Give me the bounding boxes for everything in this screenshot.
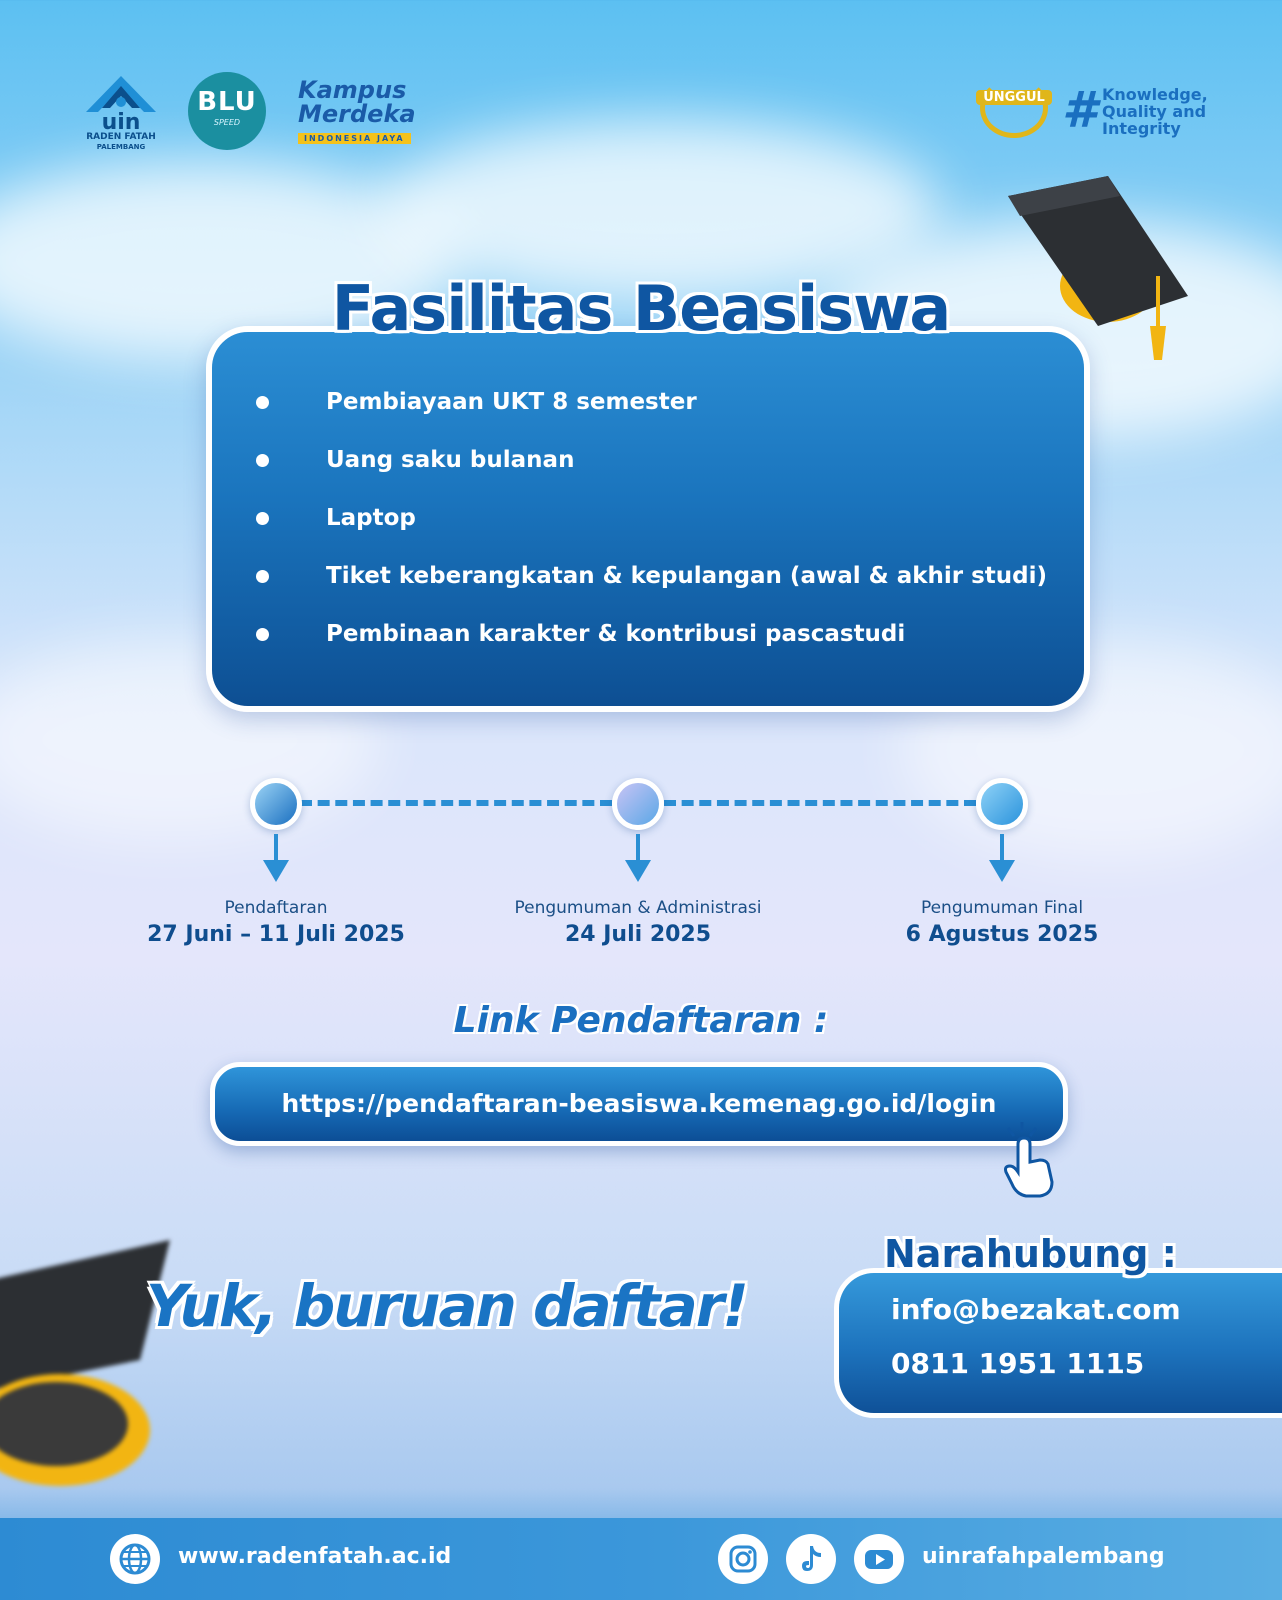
call-to-action: Yuk, buruan daftar! bbox=[146, 1272, 747, 1340]
instagram-icon-svg bbox=[718, 1534, 768, 1584]
tiktok-icon-svg bbox=[786, 1534, 836, 1584]
list-item bbox=[256, 620, 1047, 678]
blu-text: BLU bbox=[197, 87, 257, 117]
palembang-text: PALEMBANG bbox=[96, 143, 146, 151]
unggul-accreditation-badge bbox=[970, 78, 1058, 144]
timeline-node bbox=[612, 778, 664, 830]
page-title: Fasilitas Beasiswa bbox=[331, 272, 951, 345]
benefit-text: Pembinaan karakter & kontribusi pascastudi bbox=[326, 621, 906, 647]
website-link[interactable]: www.radenfatah.ac.id bbox=[178, 1544, 452, 1569]
youtube-icon[interactable] bbox=[854, 1534, 904, 1584]
laurel-icon bbox=[980, 78, 1048, 138]
tagline-line: Integrity bbox=[1102, 119, 1181, 138]
hashtag-icon: # bbox=[1062, 81, 1097, 139]
arrow-down-icon bbox=[987, 834, 1017, 882]
tagline bbox=[1062, 81, 1262, 146]
timeline-node bbox=[976, 778, 1028, 830]
globe-icon[interactable] bbox=[110, 1534, 160, 1584]
bullet-icon bbox=[256, 454, 269, 467]
instagram-icon[interactable] bbox=[718, 1534, 768, 1584]
bullet-icon bbox=[256, 628, 269, 641]
blu-subtext: SPEED bbox=[213, 118, 241, 127]
benefit-text: Laptop bbox=[326, 505, 416, 531]
benefits-list bbox=[256, 388, 1047, 678]
contact-title: Narahubung : bbox=[884, 1232, 1177, 1276]
benefit-text: Uang saku bulanan bbox=[326, 447, 575, 473]
timeline-connector bbox=[664, 800, 976, 806]
timeline-label: Pendaftaran bbox=[224, 898, 328, 918]
benefit-text: Tiket keberangkatan & kepulangan (awal & akhir studi) bbox=[326, 563, 1048, 589]
timeline-date: 24 Juli 2025 bbox=[564, 922, 712, 947]
blu-logo bbox=[188, 72, 266, 150]
list-item bbox=[256, 446, 1047, 504]
arrow-down-icon bbox=[623, 834, 653, 882]
tagline-line: Quality and bbox=[1102, 102, 1207, 121]
youtube-icon-svg bbox=[854, 1534, 904, 1584]
timeline-date: 6 Agustus 2025 bbox=[905, 922, 1099, 947]
bullet-icon bbox=[256, 512, 269, 525]
timeline-label: Pengumuman & Administrasi bbox=[514, 898, 762, 918]
uin-raden-fatah-logo bbox=[76, 72, 166, 152]
bullet-icon bbox=[256, 396, 269, 409]
kampus-text: Kampus bbox=[298, 76, 407, 104]
social-handle[interactable]: uinrafahpalembang bbox=[922, 1544, 1165, 1569]
link-title: Link Pendaftaran : bbox=[453, 1000, 829, 1041]
contact-phone[interactable]: 0811 1951 1115 bbox=[891, 1347, 1145, 1380]
registration-link-button[interactable]: https://pendaftaran-beasiswa.kemenag.go.id/login bbox=[210, 1062, 1068, 1146]
timeline-connector bbox=[300, 800, 612, 806]
timeline-node bbox=[250, 778, 302, 830]
timeline-date: 27 Juni – 11 Juli 2025 bbox=[147, 922, 405, 947]
merdeka-text: Merdeka bbox=[298, 100, 416, 128]
raden-fatah-text: RADEN FATAH bbox=[86, 132, 156, 142]
tagline-line: Knowledge, bbox=[1102, 85, 1208, 104]
timeline-label: Pengumuman Final bbox=[920, 898, 1084, 918]
benefits-card bbox=[206, 326, 1090, 712]
tiktok-icon[interactable] bbox=[786, 1534, 836, 1584]
unggul-text: UNGGUL bbox=[976, 90, 1052, 105]
arrow-down-icon bbox=[261, 834, 291, 882]
tagline-text bbox=[1102, 86, 1208, 137]
list-item bbox=[256, 504, 1047, 562]
list-item bbox=[256, 562, 1047, 620]
contact-box bbox=[834, 1268, 1282, 1418]
globe-icon-svg bbox=[110, 1534, 160, 1584]
bullet-icon bbox=[256, 570, 269, 583]
benefit-text: Pembiayaan UKT 8 semester bbox=[326, 389, 697, 415]
footer bbox=[0, 1518, 1282, 1600]
indonesia-jaya-text: INDONESIA JAYA bbox=[298, 133, 411, 144]
pointer-hand-icon bbox=[1000, 1118, 1064, 1198]
uin-text: uin bbox=[101, 110, 141, 135]
list-item bbox=[256, 388, 1047, 446]
kampus-merdeka-logo bbox=[298, 78, 428, 142]
contact-email[interactable]: info@bezakat.com bbox=[891, 1293, 1181, 1326]
